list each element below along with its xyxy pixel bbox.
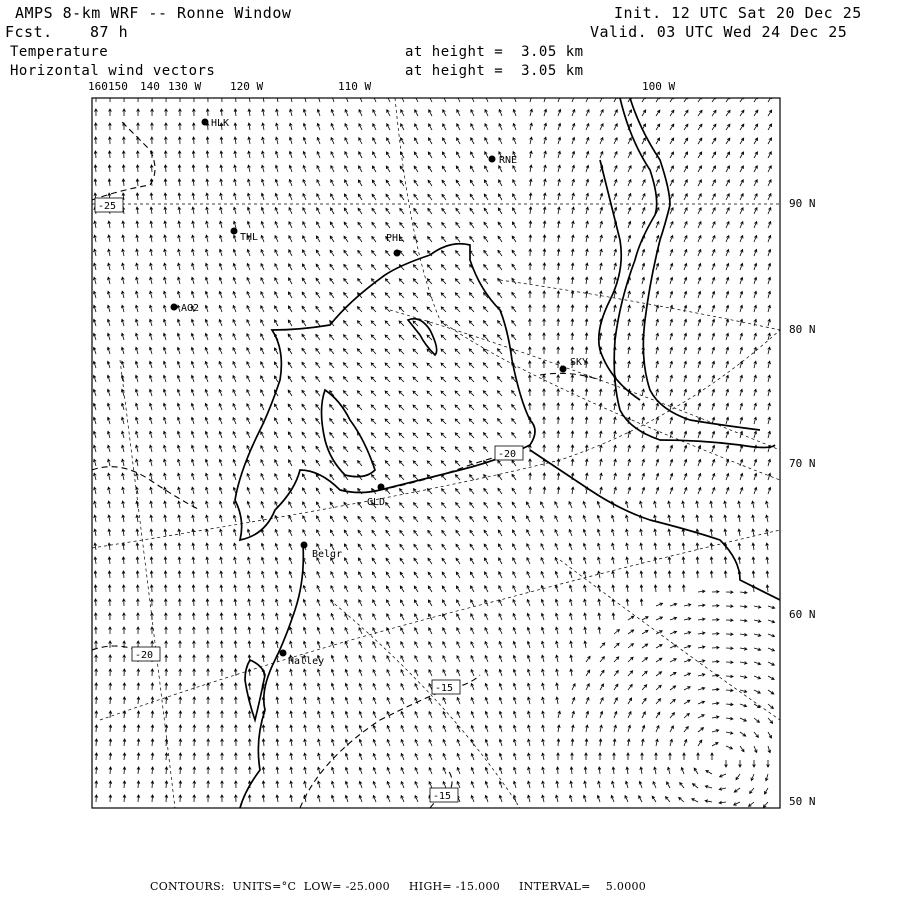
- station-marker-belgr: [301, 542, 308, 549]
- station-label: Belgr: [312, 549, 343, 560]
- lon-label: 140: [140, 80, 160, 93]
- contour-value-labels: [95, 198, 523, 802]
- lon-label: 120 W: [230, 80, 264, 93]
- lon-label: 130 W: [168, 80, 202, 93]
- height-temperature: at height = 3.05 km: [405, 44, 584, 60]
- contour-label: -20: [135, 650, 154, 661]
- lat-label: 60 N: [789, 608, 816, 621]
- contours-low: LOW= -25.000: [303, 880, 390, 893]
- station-marker-hlk: [202, 119, 209, 126]
- station-label: PHL: [386, 233, 405, 244]
- station-marker-agz: [171, 304, 178, 311]
- plot-frame: [92, 98, 780, 808]
- init-time: Init. 12 UTC Sat 20 Dec 25: [614, 4, 862, 22]
- station-label: RNE: [499, 155, 518, 166]
- lon-label: 100 W: [642, 80, 676, 93]
- field-temperature: Temperature: [10, 44, 109, 60]
- station-marker-thl: [231, 228, 238, 235]
- forecast-label: Fcst.: [5, 23, 53, 41]
- station-marker-rne: [489, 156, 496, 163]
- forecast-hours: 87 h: [90, 23, 129, 41]
- lat-label: 90 N: [789, 197, 816, 210]
- contour-label: -15: [433, 791, 452, 802]
- longitude-labels: [88, 80, 675, 93]
- lon-label: 150: [108, 80, 128, 93]
- station-marker-sky: [560, 366, 567, 373]
- lon-label: 160: [88, 80, 108, 93]
- station-label: HLK: [211, 118, 230, 129]
- station-marker-gld: [378, 484, 385, 491]
- valid-time: Valid. 03 UTC Wed 24 Dec 25: [590, 23, 848, 41]
- lat-label: 50 N: [789, 795, 816, 808]
- station-label: SKY: [570, 357, 589, 368]
- contours-high: HIGH= -15.000: [408, 880, 501, 893]
- lat-label: 70 N: [789, 457, 816, 470]
- contours-interval: INTERVAL= 5.0000: [519, 880, 647, 893]
- latitude-labels: [789, 197, 816, 808]
- contour-label: -25: [98, 201, 117, 212]
- field-wind-vectors: Horizontal wind vectors: [10, 63, 216, 79]
- station-marker-halley: [280, 650, 287, 657]
- graticule: [92, 98, 780, 808]
- station-label: AG2: [181, 303, 200, 314]
- contours-units: UNITS=°C: [232, 880, 297, 893]
- map-title: AMPS 8-km WRF -- Ronne Window: [15, 4, 292, 22]
- contour-label: -20: [498, 449, 517, 460]
- lon-label: 110 W: [338, 80, 372, 93]
- station-label: GLD: [367, 497, 386, 508]
- station-label: THL: [240, 232, 259, 243]
- wind-vector-field: [93, 95, 775, 807]
- station-label: Halley: [288, 656, 325, 667]
- contour-label: -15: [435, 683, 454, 694]
- lat-label: 80 N: [789, 323, 816, 336]
- station-marker-phl: [394, 250, 401, 257]
- contour-info: [150, 880, 646, 893]
- height-wind: at height = 3.05 km: [405, 63, 584, 79]
- contours-label: CONTOURS:: [150, 880, 225, 893]
